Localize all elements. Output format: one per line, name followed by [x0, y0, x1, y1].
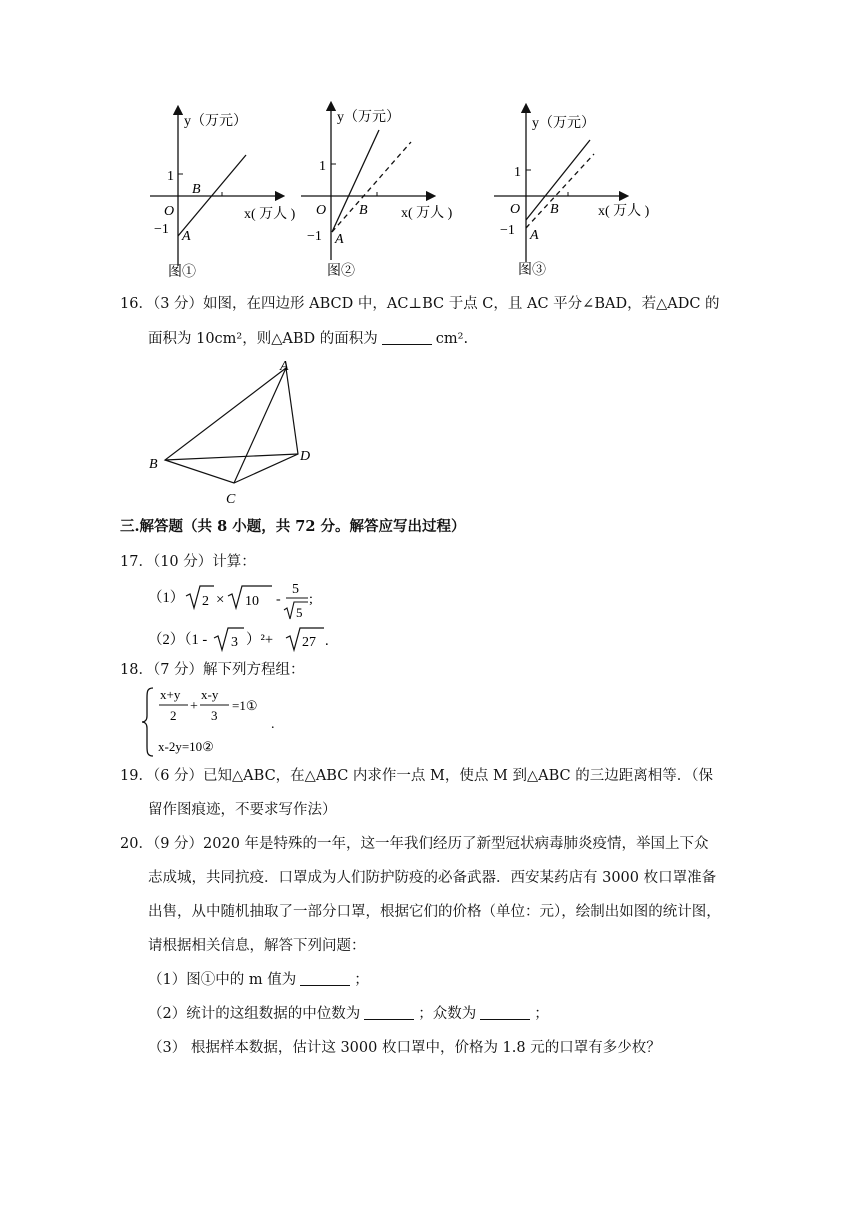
- origin-label: O: [164, 204, 175, 219]
- q20-part-3: （3） 根据样本数据，估计这 3000 枚口罩中，价格为 1.8 元的口罩有多少枚？: [148, 1040, 661, 1056]
- q16-answer-blank[interactable]: [382, 330, 432, 345]
- q19-line-1: 19．（6 分）已知△ABC，在△ABC 内求作一点 M，使点 M 到△ABC 的三边距离相等．（保: [120, 768, 713, 784]
- q17-radicand-27: 27: [302, 635, 316, 650]
- q20-part-2-text: （2）统计的这组数据的中位数为: [148, 1006, 361, 1022]
- q18-equation-system: [140, 684, 280, 760]
- q18-eq1-numerator-1: x+y: [160, 687, 181, 702]
- tick-neg-one-label: −1: [500, 223, 515, 238]
- x-axis-label: x( 万人 ): [598, 204, 650, 219]
- x-axis-label: x( 万人 ): [244, 207, 296, 222]
- quadrilateral-abcd-figure: [140, 352, 330, 512]
- graph-caption: 图②: [327, 264, 355, 279]
- q18-eq1-denominator-1: 2: [170, 708, 177, 723]
- tick-one-label: 1: [514, 165, 521, 180]
- q17-radicand-10: 10: [245, 594, 259, 609]
- point-b-label: B: [550, 202, 559, 217]
- vertex-b-label: B: [149, 457, 158, 472]
- q16-line-1: 16．（3 分）如图，在四边形 ABCD 中，AC⊥BC 于点 C，且 AC 平分∠BAD，若△ADC 的: [120, 296, 720, 312]
- graph-3: [490, 100, 680, 282]
- q16-line-2: [148, 329, 468, 349]
- point-b-label: B: [192, 182, 201, 197]
- q16-text-a: 面积为 10cm²，则△ABD 的面积为: [148, 331, 378, 347]
- tick-neg-one-label: −1: [154, 222, 169, 237]
- q20-line-4: 请根据相关信息，解答下列问题：: [148, 938, 366, 954]
- q17-part-1-expression: [148, 578, 348, 622]
- graph-caption: 图①: [168, 265, 196, 280]
- q20-m-answer-blank[interactable]: [300, 971, 350, 986]
- q19-line-2: 留作图痕迹，不要求写作法）: [148, 802, 337, 818]
- q20-line-2: 志成城，共同抗疫．口罩成为人们防护防疫的必备武器．西安某药店有 3000 枚口罩准备: [148, 870, 717, 886]
- section-3-heading: 三.解答题（共 8 小题，共 72 分。解答应写出过程）: [120, 518, 466, 535]
- y-axis-label: y（万元）: [532, 116, 595, 131]
- x-axis-label: x( 万人 ): [401, 206, 453, 221]
- origin-label: O: [510, 202, 521, 217]
- q17-radicand-2: 2: [202, 594, 209, 609]
- svg-text:-: -: [276, 592, 281, 607]
- svg-text:×: ×: [216, 592, 225, 608]
- vertex-d-label: D: [300, 449, 311, 464]
- svg-text:;: ;: [309, 592, 313, 607]
- q18-eq2: x-2y=10②: [158, 739, 214, 754]
- point-a-label: A: [335, 232, 344, 247]
- q18-eq1-numerator-2: x-y: [201, 687, 219, 702]
- vertex-a-label: A: [280, 359, 289, 374]
- point-b-label: B: [359, 203, 368, 218]
- q17-part-2-end: .: [325, 633, 329, 649]
- q18-title: 18．（7 分）解下列方程组：: [120, 662, 305, 678]
- graph-2: [295, 100, 465, 282]
- q17-title: 17．（10 分）计算：: [120, 554, 256, 570]
- q18-end: .: [271, 717, 275, 732]
- tick-neg-one-label: −1: [307, 229, 322, 244]
- q18-eq1-rhs: =1①: [232, 698, 258, 713]
- point-a-label: A: [182, 229, 191, 244]
- q17-part-2-mid: ）²+: [246, 632, 274, 648]
- graph-caption: 图③: [518, 263, 546, 278]
- q20-part-2-mid: ；众数为: [418, 1006, 477, 1022]
- y-axis-label: y（万元）: [184, 114, 247, 129]
- q17-part-1-prefix: （1）: [148, 590, 185, 606]
- q18-eq1-denominator-2: 3: [211, 708, 218, 723]
- q17-fraction-denominator: 5: [296, 605, 303, 620]
- q17-fraction-numerator: 5: [292, 582, 299, 597]
- q20-part-2-end: ；: [534, 1006, 549, 1022]
- q17-radicand-3: 3: [231, 635, 238, 650]
- origin-label: O: [316, 203, 327, 218]
- q20-part-1: [148, 970, 369, 990]
- q20-line-3: 出售，从中随机抽取了一部分口罩，根据它们的价格（单位：元），绘制出如图的统计图，: [148, 904, 721, 920]
- q20-part-1-end: ；: [354, 972, 369, 988]
- q20-median-answer-blank[interactable]: [364, 1005, 414, 1020]
- tick-one-label: 1: [319, 159, 326, 174]
- point-a-label: A: [530, 228, 539, 243]
- q20-part-1-text: （1）图①中的 m 值为: [148, 972, 297, 988]
- tick-one-label: 1: [167, 169, 174, 184]
- q17-part-2-prefix: （2）（1 -: [148, 632, 208, 648]
- q20-line-1: 20．（9 分）2020 年是特殊的一年，这一年我们经历了新型冠状病毒肺炎疫情，举国上下众: [120, 836, 709, 852]
- q16-text-b: cm².: [435, 331, 469, 347]
- vertex-c-label: C: [226, 492, 236, 507]
- svg-text:+: +: [190, 699, 198, 714]
- y-axis-label: y（万元）: [337, 110, 400, 125]
- q17-part-2-expression: [148, 624, 348, 654]
- q20-mode-answer-blank[interactable]: [480, 1005, 530, 1020]
- graph-1: [140, 100, 296, 282]
- q20-part-2: [148, 1004, 549, 1024]
